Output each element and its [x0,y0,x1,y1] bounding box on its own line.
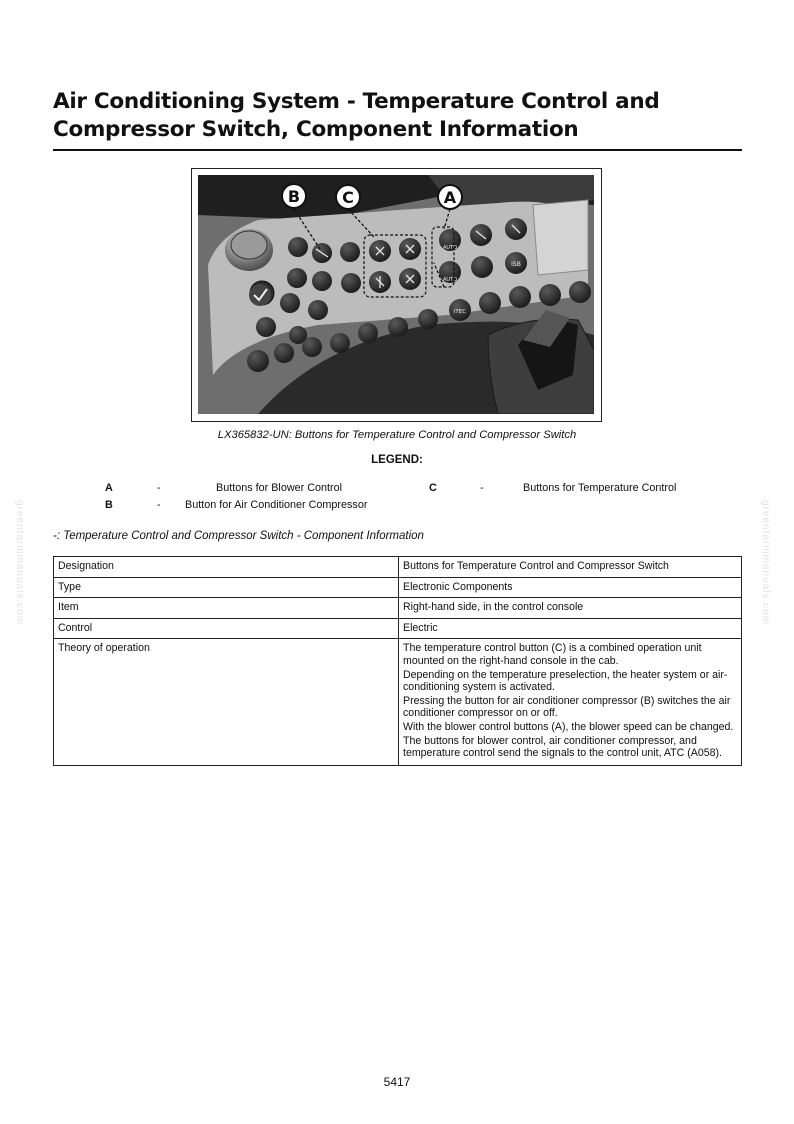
legend-dash-c: - [480,482,484,494]
legend-text-b: Button for Air Conditioner Compressor [185,499,368,511]
legend-dash-a: - [157,482,161,494]
legend-text-c: Buttons for Temperature Control [523,482,677,494]
control-console-photo [198,175,594,414]
legend-text-a: Buttons for Blower Control [216,482,343,494]
legend-heading: LEGEND: [371,454,423,466]
svg-text:B: B [287,187,301,206]
callout-c [336,185,360,209]
section-title: -: Temperature Control and Compressor Switch - Component Information [53,530,424,542]
legend-key-a: A [105,482,113,494]
svg-text:C: C [342,188,354,207]
watermark-left: greenfarmmanuals.com [14,500,25,626]
table-row [54,577,742,598]
table-row [54,618,742,639]
table-row [54,598,742,619]
theory-paragraph: Pressing the button for air conditioner compressor (B) switches the air conditioner compressor on or off. [403,694,731,720]
button-text-isb: ISB [511,261,521,268]
table-row [54,557,742,578]
theory-paragraph: The buttons for blower control, air conditioner compressor, and temperature control send the signals to the control unit, ATC (A058). [403,734,722,760]
table-cell-value: Electronic Components [399,577,742,598]
legend-key-c: C [429,482,437,494]
table-cell-value: Right-hand side, in the control console [399,598,742,619]
button-text-itec: iTEC [453,309,467,315]
theory-paragraph: The temperature control button (C) is a combined operation unit mounted on the right-hand console in the cab. [403,642,702,667]
theory-paragraph: Depending on the temperature preselection, the heater system or air-conditioning system is activated. [403,668,728,694]
legend-key-b: B [105,499,113,511]
figure-caption: LX365832-UN: Buttons for Temperature Control and Compressor Switch [217,429,577,441]
figure [191,168,602,422]
table-cell-value: Buttons for Temperature Control and Compressor Switch [399,557,742,578]
table-cell-value: Electric [399,618,742,639]
table-cell-label: Type [54,577,399,598]
button-text-auto-1: AUTO [442,245,458,251]
theory-paragraph: With the blower control buttons (A), the blower speed can be changed. [403,720,734,733]
callout-b [282,184,306,208]
svg-text:A: A [443,188,457,207]
component-info-table [53,556,742,766]
watermark-right: greenfarmmanuals.com [760,500,771,626]
callout-a [438,185,462,209]
table-row [54,639,742,765]
page-title: Air Conditioning System - Temperature Control and Compressor Switch, Component Information [53,89,660,142]
table-cell-label: Item [54,598,399,619]
table-cell-value [399,639,742,765]
table-cell-label: Designation [54,557,399,578]
title-divider [53,149,742,151]
table-cell-label: Theory of operation [54,639,399,765]
button-text-auto-2: AUTO [442,277,458,283]
page-number: 5417 [383,1075,411,1089]
legend-dash-b: - [157,499,161,511]
table-cell-label: Control [54,618,399,639]
